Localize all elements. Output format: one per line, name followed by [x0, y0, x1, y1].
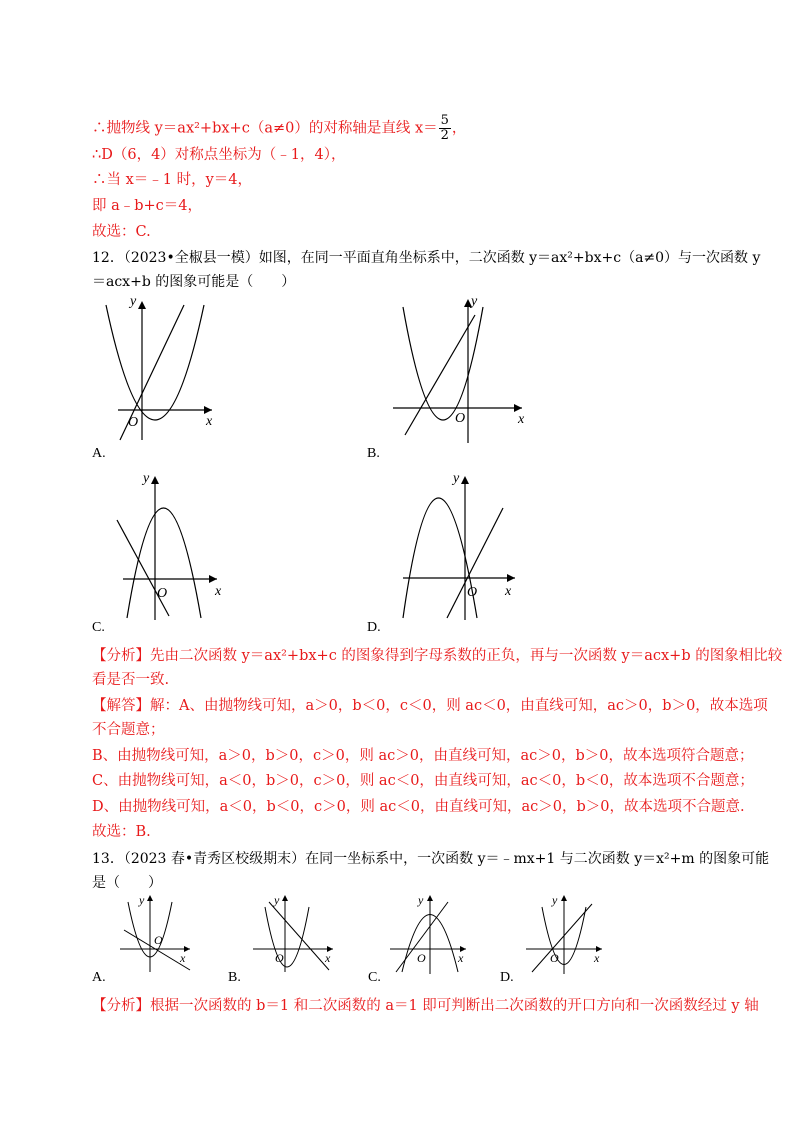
origin-label: O [154, 933, 163, 947]
x-label: x [325, 951, 331, 965]
parabola [403, 498, 477, 618]
y-label: y [274, 893, 280, 907]
q12-figure-b [385, 295, 530, 445]
x-label: x [518, 412, 525, 427]
x-axis-arrow-icon [209, 575, 217, 583]
origin-label: O [157, 586, 168, 601]
q12-option-c-label: C. [92, 620, 105, 635]
origin-label: O [550, 951, 559, 965]
q12-stem-line-1: 12．（2023•全椒县一模）如图，在同一平面直角坐标系中，二次函数 y＝ax²+bx+c（a≠0）与一次函数 y [92, 250, 761, 266]
straight-line [532, 904, 592, 972]
x-axis-arrow-icon [507, 574, 515, 582]
q12-figure-d [395, 468, 520, 623]
q12-answer-b: B、由抛物线可知，a＞0，b＞0，c＞0，则 ac＞0，由直线可知，ac＞0，b＞0，故本选项符合题意； [92, 748, 754, 764]
q12-answer-d: D、由抛物线可知，a＜0，b＜0，c＞0，则 ac＜0，由直线可知，ac＞0，b＞0，故本选项不合题意. [92, 799, 745, 815]
q12-option-a-label: A. [92, 446, 106, 461]
solution-line-4: 即 a﹣b+c＝4， [92, 198, 203, 214]
x-axis-arrow-icon [204, 406, 212, 414]
q12-figure-c [105, 468, 235, 623]
y-label: y [453, 471, 460, 486]
q13-option-c-label: C. [368, 970, 381, 985]
q12-analysis-line-1: 【分析】先由二次函数 y＝ax²+bx+c 的图象得到字母系数的正负，再与一次函数 y＝acx+b 的图象相比较 [92, 648, 783, 664]
q12-figure-a [100, 295, 230, 445]
y-axis-arrow-icon [282, 895, 288, 901]
q13-figure-c [384, 892, 474, 974]
q12-answer-line-2: 不合题意； [92, 722, 165, 738]
y-axis-arrow-icon [561, 895, 567, 901]
q13-stem-line-1: 13．（2023 春•青秀区校级期末）在同一坐标系中，一次函数 y＝﹣mx+1 与二次函数 y＝x²+m 的图象可能 [92, 851, 770, 867]
x-label: x [505, 584, 512, 599]
origin-label: O [467, 585, 478, 600]
straight-line [117, 520, 169, 616]
x-label: x [215, 584, 222, 599]
parabola [403, 307, 483, 420]
y-axis-arrow-icon [138, 301, 146, 309]
x-label: x [458, 951, 464, 965]
y-label: y [471, 295, 478, 309]
y-axis-arrow-icon [461, 476, 469, 484]
origin-label: O [417, 951, 426, 965]
q12-stem-line-2: ＝acx+b 的图象可能是（ ） [92, 274, 296, 290]
origin-label: O [128, 415, 139, 430]
straight-line [447, 508, 503, 618]
solution-text: ∴抛物线 y＝ax²+bx+c（a≠0）的对称轴是直线 x＝ [92, 120, 438, 137]
q13-figure-b [245, 892, 340, 972]
y-label: y [130, 295, 137, 309]
q13-figure-a [108, 892, 198, 972]
y-label: y [143, 471, 150, 486]
q12-analysis-line-2: 看是否一致. [92, 672, 170, 688]
solution-line-2: ∴D（6，4）对称点坐标为（﹣1，4）， [92, 147, 346, 163]
parabola [106, 305, 204, 420]
q13-figure-d [520, 892, 610, 974]
q12-answer-c: C、由抛物线可知，a＜0，b＞0，c＞0，则 ac＜0，由直线可知，ac＜0，b＜0，故本选项不合题意； [92, 773, 754, 789]
fraction [439, 114, 451, 143]
solution-line-5: 故选：C. [92, 224, 151, 240]
q13-option-d-label: D. [500, 970, 514, 985]
y-axis-arrow-icon [151, 476, 159, 484]
y-axis-arrow-icon [427, 895, 433, 901]
fraction-numerator: 5 [440, 113, 449, 128]
q13-option-a-label: A. [92, 970, 106, 985]
origin-label: O [455, 411, 466, 426]
q13-analysis-line-1: 【分析】根据一次函数的 b＝1 和二次函数的 a＝1 即可判断出二次函数的开口方向和一次函数经过 y 轴 [92, 998, 759, 1014]
q13-option-b-label: B. [228, 970, 241, 985]
y-label: y [418, 893, 424, 907]
q12-final-answer: 故选：B. [92, 824, 151, 840]
parabola [265, 907, 309, 967]
solution-text: ， [451, 120, 467, 137]
y-label: y [139, 893, 145, 907]
origin-label: O [275, 951, 284, 965]
fraction-denominator: 2 [440, 128, 449, 143]
q12-option-d-label: D. [367, 620, 381, 635]
x-label: x [180, 951, 186, 965]
q12-answer-line-1: 【解答】解：A、由抛物线可知，a＞0，b＜0，c＜0，则 ac＜0，由直线可知，ac＞0，b＞0，故本选项 [92, 698, 768, 714]
parabola [127, 508, 201, 618]
q13-stem-line-2: 是（ ） [92, 875, 162, 891]
solution-line-1 [92, 114, 466, 143]
x-axis-arrow-icon [514, 404, 522, 412]
y-axis-arrow-icon [147, 895, 153, 901]
x-label: x [594, 951, 600, 965]
solution-line-3: ∴当 x＝﹣1 时，y＝4， [92, 172, 253, 188]
y-label: y [552, 893, 558, 907]
x-label: x [206, 414, 213, 429]
q12-option-b-label: B. [367, 446, 380, 461]
